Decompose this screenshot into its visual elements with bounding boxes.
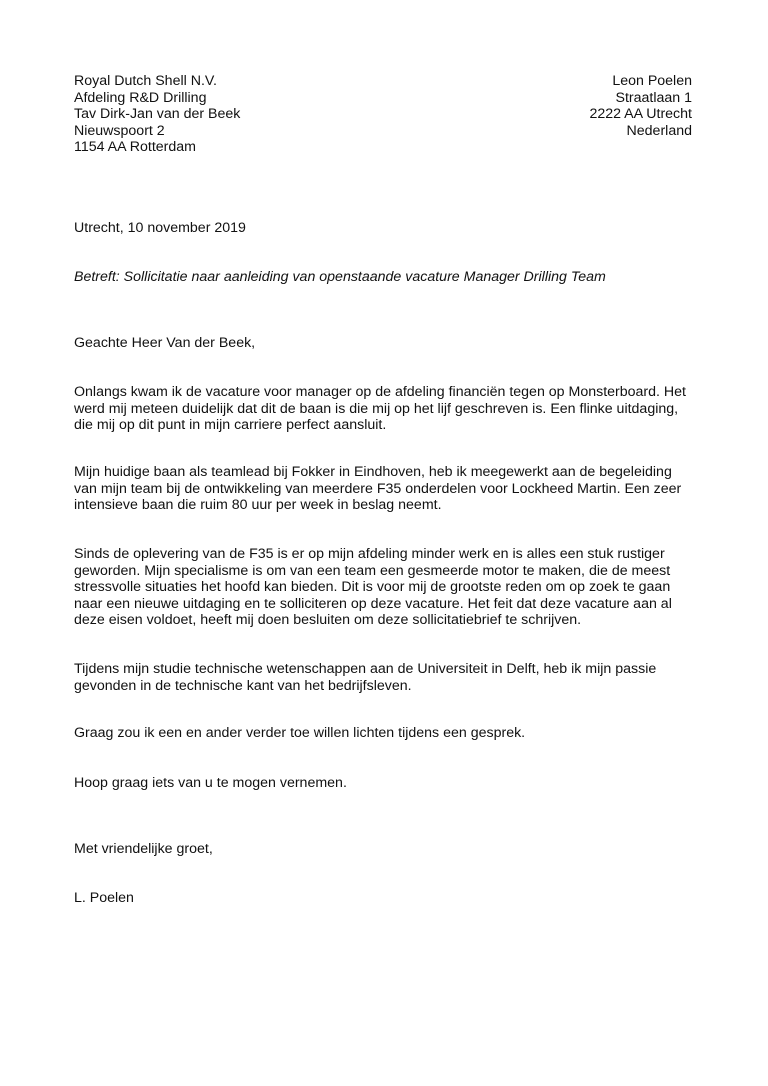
letter-salutation: Geachte Heer Van der Beek, xyxy=(74,335,256,351)
paragraph-line: Graag zou ik een en ander verder toe willen lichten tijdens een gesprek. xyxy=(74,725,526,741)
sender-postal-city: 2222 AA Utrecht xyxy=(589,106,692,123)
paragraph-line: deze eisen voldoet, heeft mij doen besluiten om deze sollicitatiebrief te schrijven. xyxy=(74,612,582,629)
paragraph-line: werd mij meteen duidelijk dat dit de baan is die mij op het lijf geschreven is. Een flinke uitdaging, xyxy=(74,400,679,417)
paragraph-line: Tijdens mijn studie technische wetenschappen aan de Universiteit in Delft, heb ik mijn passie xyxy=(74,661,657,677)
body-paragraph xyxy=(74,546,672,629)
sender-name: Leon Poelen xyxy=(612,73,692,89)
recipient-postal-city: 1154 AA Rotterdam xyxy=(74,139,196,156)
paragraph-line: Onlangs kwam ik de vacature voor manager op de afdeling financiën tegen op Monsterboard. Het xyxy=(74,384,687,400)
paragraph-line: Mijn huidige baan als teamlead bij Fokker in Eindhoven, heb ik meegewerkt aan de begeleiding xyxy=(74,464,672,480)
sender-street: Straatlaan 1 xyxy=(615,89,692,106)
paragraph-line: van mijn team bij de ontwikkeling van meerdere F35 onderdelen voor Lockheed Martin. Een zeer xyxy=(74,480,682,497)
paragraph-line: Sinds de oplevering van de F35 is er op mijn afdeling minder werk en is alles een stuk rustiger xyxy=(74,546,665,562)
letter-closing: Met vriendelijke groet, xyxy=(74,841,213,857)
body-paragraph xyxy=(74,464,681,514)
letter-signature: L. Poelen xyxy=(74,890,134,906)
body-paragraph xyxy=(74,384,686,434)
paragraph-line: gevonden in de technische kant van het bedrijfsleven. xyxy=(74,677,412,694)
body-paragraph xyxy=(74,775,347,792)
sender-address xyxy=(589,73,692,139)
paragraph-line: stressvolle situaties het hoofd kan bieden. Dit is voor mij de grootste reden om op zoek te gaan xyxy=(74,579,671,596)
recipient-attention: Tav Dirk-Jan van der Beek xyxy=(74,106,241,123)
recipient-street: Nieuwspoort 2 xyxy=(74,122,165,139)
paragraph-line: Hoop graag iets van u te mogen vernemen. xyxy=(74,775,347,791)
paragraph-line: geworden. Mijn specialisme is om van een team een gesmeerde motor te maken, die de meest xyxy=(74,562,671,579)
paragraph-line: intensieve baan die ruim 80 uur per week in beslag neemt. xyxy=(74,497,442,514)
body-paragraph xyxy=(74,725,525,742)
body-paragraph xyxy=(74,661,656,694)
recipient-company: Royal Dutch Shell N.V. xyxy=(74,73,217,89)
letter-date: Utrecht, 10 november 2019 xyxy=(74,220,246,236)
letter-subject: Betreft: Sollicitatie naar aanleiding van openstaande vacature Manager Drilling Team xyxy=(74,269,606,285)
recipient-address xyxy=(74,73,240,156)
recipient-department: Afdeling R&D Drilling xyxy=(74,89,207,106)
paragraph-line: naar een nieuwe uitdaging en te solliciteren op deze vacature. Het feit dat deze vacature aan al xyxy=(74,595,672,612)
paragraph-line: die mij op dit punt in mijn carriere perfect aansluit. xyxy=(74,417,387,434)
sender-country: Nederland xyxy=(626,122,692,139)
